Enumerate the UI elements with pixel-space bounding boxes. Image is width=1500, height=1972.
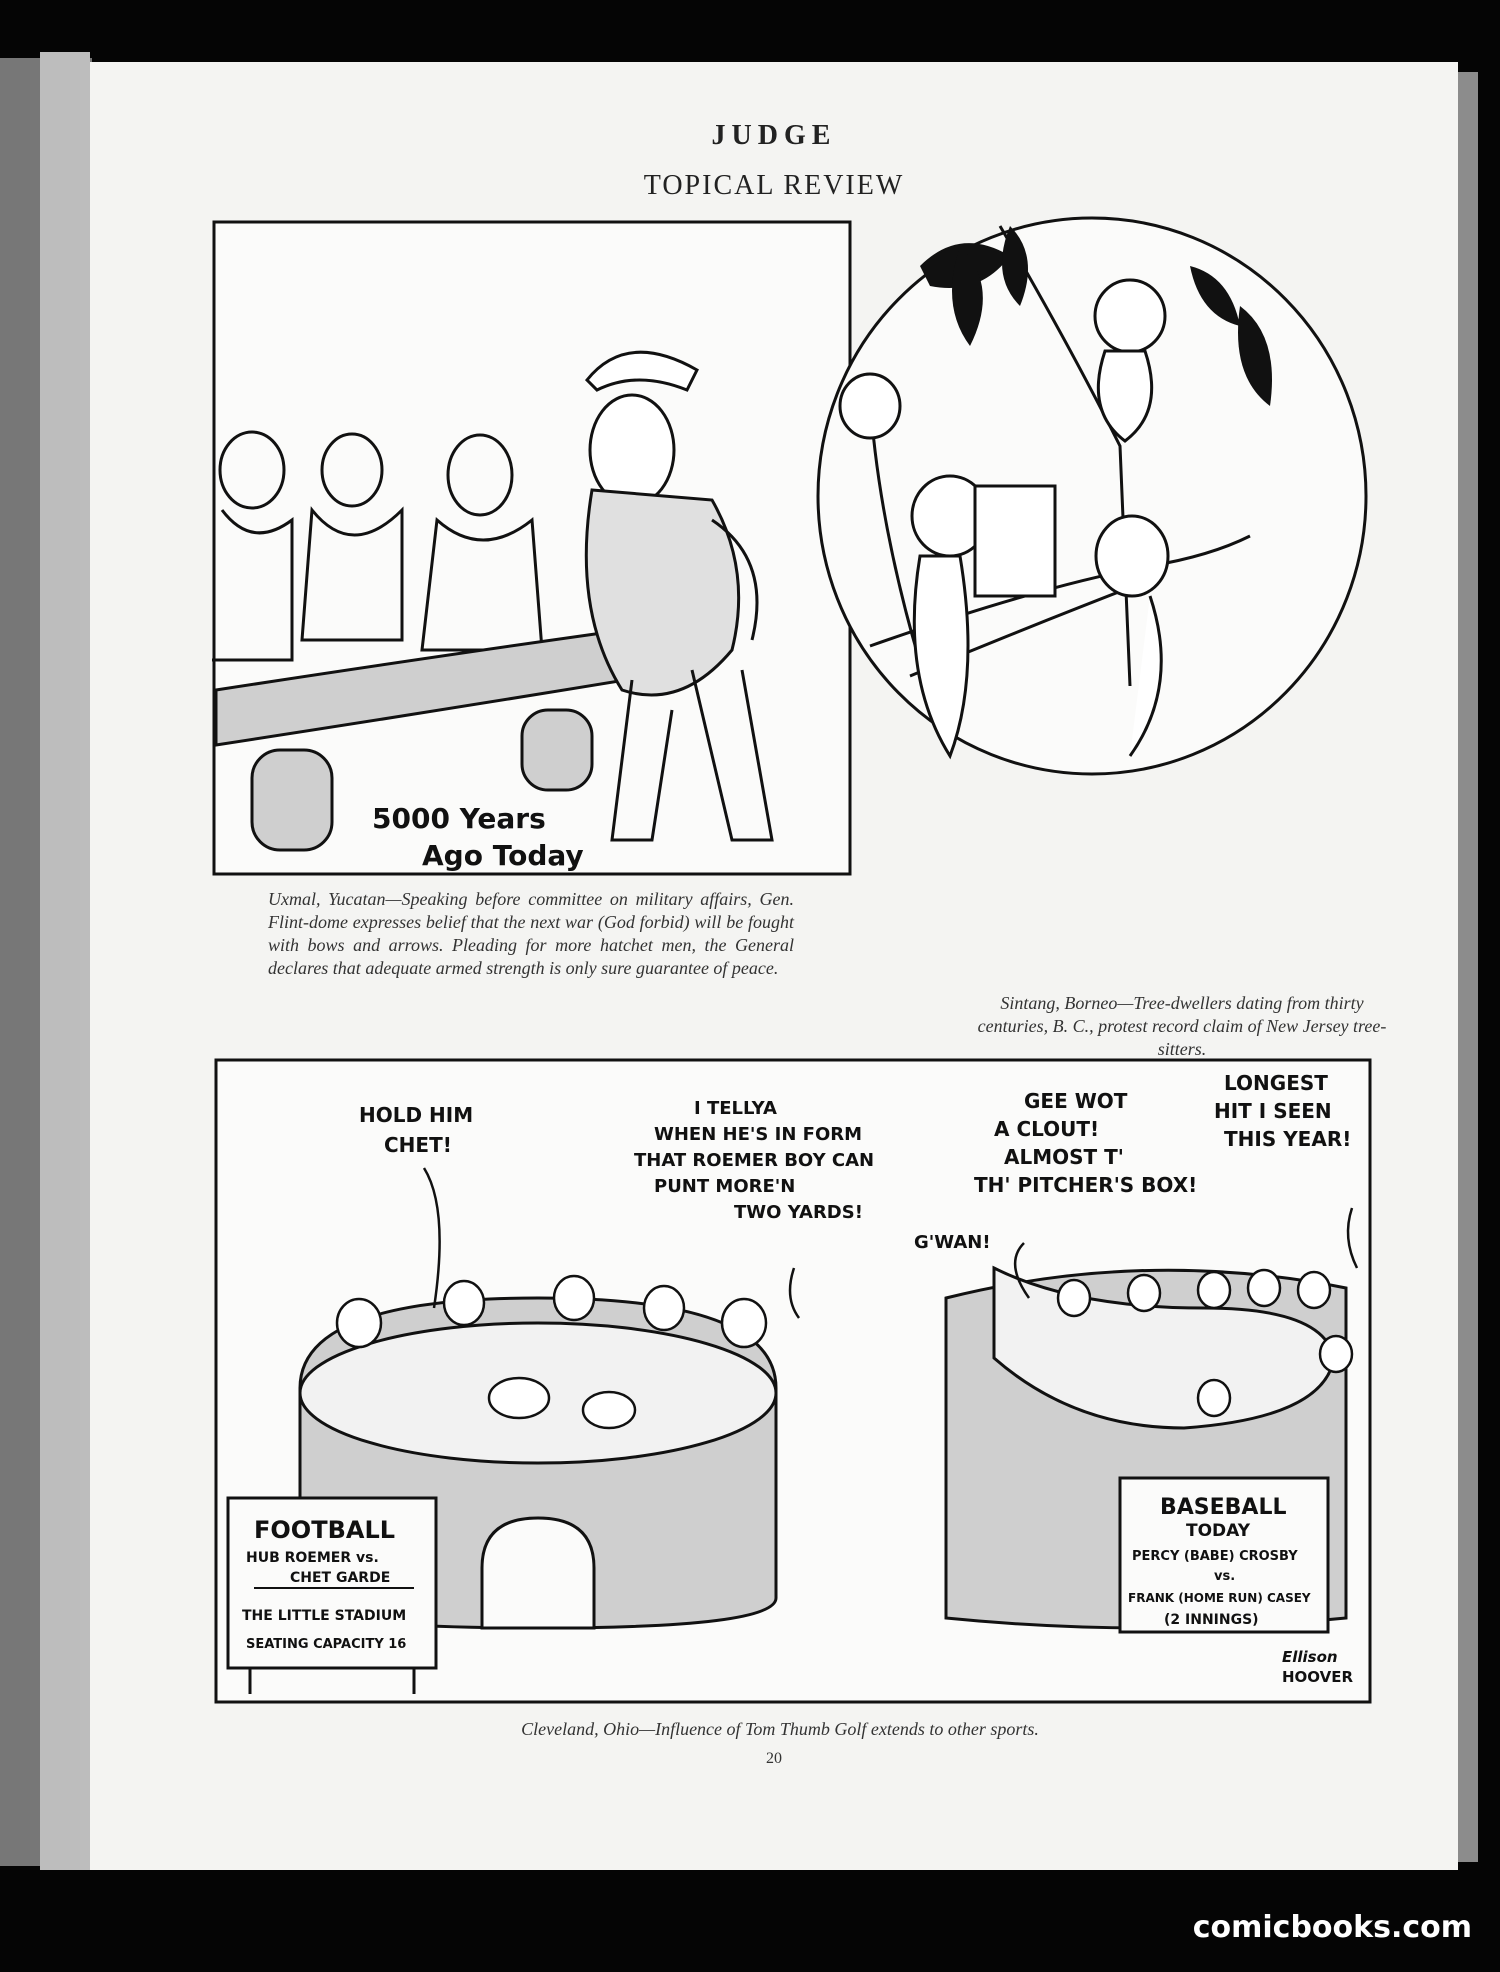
football-sign xyxy=(228,1498,436,1694)
site-watermark: comicbooks.com xyxy=(1192,1910,1472,1945)
balloon-gee-line3: ALMOST T' xyxy=(1004,1145,1124,1169)
balloon-gee-line1: GEE WOT xyxy=(1024,1089,1128,1113)
balloon-gee-line4: TH' PITCHER'S BOX! xyxy=(974,1173,1198,1197)
caption-general: Uxmal, Yucatan—Speaking before committee on military affairs, Gen. Flint-dome expresses belief that the next war (God forbid) will be fought with bows and arrows. Pleading for more hatchet men, the General declares that adequate armed strength is only sure guarantee of peace. xyxy=(268,889,794,978)
balloon-hold-line1: HOLD HIM xyxy=(359,1103,474,1127)
sign-text-line1: 5000 Years xyxy=(372,802,546,835)
balloon-longest-line1: LONGEST xyxy=(1224,1071,1328,1095)
balloon-tellya-line4: PUNT MORE'N xyxy=(654,1176,796,1197)
artist-signature-line1: Ellison xyxy=(1282,1648,1338,1666)
page-number: 20 xyxy=(766,1750,782,1767)
magazine-page xyxy=(90,62,1458,1870)
section-title: TOPICAL REVIEW xyxy=(643,170,905,201)
football-sign-line1: HUB ROEMER vs. xyxy=(246,1550,379,1566)
balloon-hold-line2: CHET! xyxy=(384,1133,452,1157)
balloon-tellya-line2: WHEN HE'S IN FORM xyxy=(654,1124,863,1145)
balloon-gwan: G'WAN! xyxy=(914,1232,991,1253)
baseball-sign xyxy=(1120,1478,1328,1632)
cartoon-panel-general xyxy=(212,220,852,936)
book-edge-inner xyxy=(40,52,90,1870)
football-sign-line4: SEATING CAPACITY 16 xyxy=(246,1637,407,1652)
balloon-tellya-line1: I TELLYA xyxy=(694,1098,777,1119)
sign-text-line2: Ago Today xyxy=(422,839,584,872)
balloon-tellya-line5: TWO YARDS! xyxy=(734,1202,863,1223)
baseball-sign-line3: vs. xyxy=(1214,1569,1236,1584)
balloon-gee-line2: A CLOUT! xyxy=(994,1117,1100,1141)
cartoon-panel-tree-dwellers xyxy=(810,216,1372,976)
magazine-title: JUDGE xyxy=(711,120,837,151)
cartoon-panel-sports xyxy=(214,1058,1476,1768)
baseball-sign-line5: (2 INNINGS) xyxy=(1164,1612,1259,1628)
football-sign-title: FOOTBALL xyxy=(254,1516,396,1544)
football-sign-line3: THE LITTLE STADIUM xyxy=(242,1608,407,1624)
baseball-sign-line4: FRANK (HOME RUN) CASEY xyxy=(1128,1591,1311,1605)
baseball-sign-line2: PERCY (BABE) CROSBY xyxy=(1132,1549,1298,1564)
balloon-tellya-line3: THAT ROEMER BOY CAN xyxy=(634,1150,875,1171)
caption-sports: Cleveland, Ohio—Influence of Tom Thumb Golf extends to other sports. xyxy=(521,1719,1039,1739)
baseball-sign-line1: TODAY xyxy=(1186,1521,1250,1541)
artist-signature-line2: HOOVER xyxy=(1282,1668,1354,1686)
balloon-longest-line2: HIT I SEEN xyxy=(1214,1099,1332,1123)
balloon-longest-line3: THIS YEAR! xyxy=(1224,1127,1352,1151)
caption-tree-dwellers: Sintang, Borneo—Tree-dwellers dating from thirty centuries, B. C., protest record claim of New Jersey tree-sitters. xyxy=(977,993,1387,1059)
football-sign-line2: CHET GARDE xyxy=(290,1570,391,1586)
baseball-sign-title: BASEBALL xyxy=(1160,1495,1287,1520)
